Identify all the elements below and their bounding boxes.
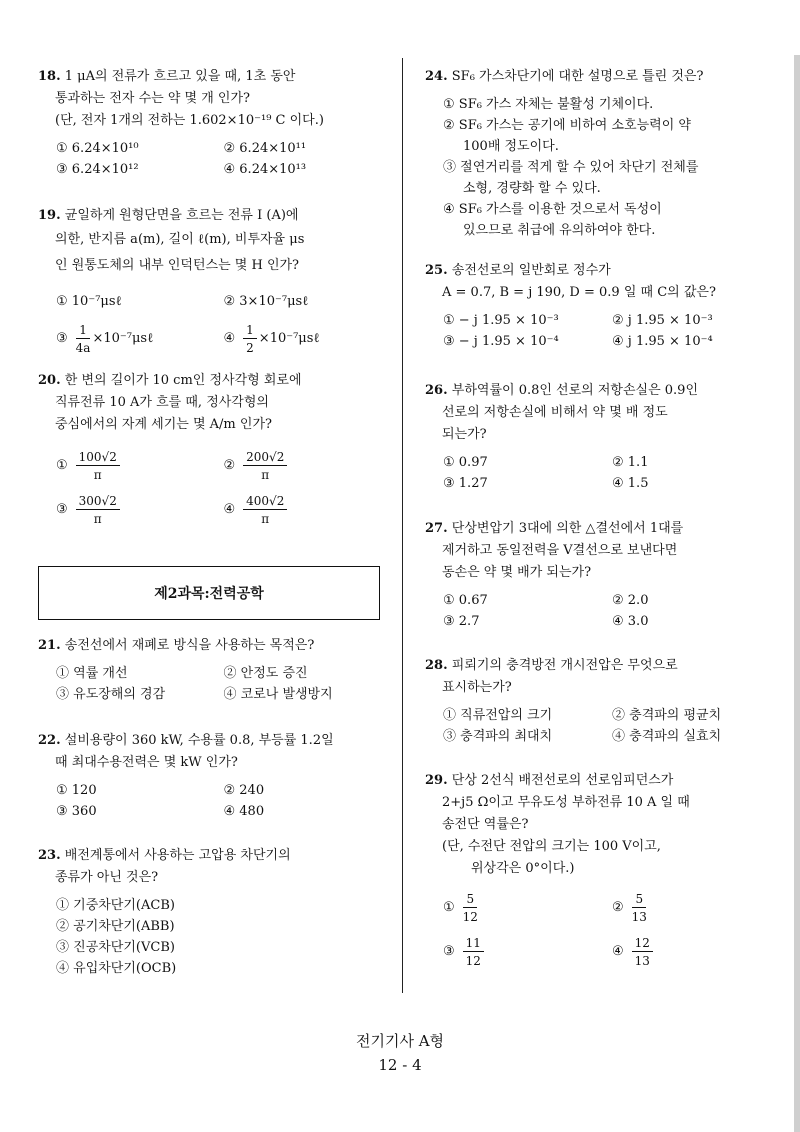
question-number: 26. bbox=[425, 383, 448, 398]
question-note: (단, 수전단 전압의 크기는 100 V이고, bbox=[442, 839, 661, 854]
question-18 bbox=[38, 66, 383, 180]
footer-title: 전기기사 A형 bbox=[355, 1032, 445, 1050]
option-1[interactable]: ① $\frac{100√2}{\pi}$ bbox=[56, 444, 216, 488]
question-text: 2+j5 Ω이고 무유도성 부하전류 10 A 일 때 bbox=[442, 795, 690, 810]
question-26 bbox=[425, 380, 773, 494]
answer-options bbox=[425, 310, 773, 352]
question-text: 표시하는가? bbox=[442, 680, 512, 695]
option-3[interactable]: ③ 360 bbox=[56, 804, 97, 819]
option-1[interactable]: ① 10⁻⁷μsℓ bbox=[56, 294, 122, 309]
question-text: 단상 2선식 배전선로의 선로임피던스가 bbox=[451, 773, 674, 788]
column-divider bbox=[402, 58, 403, 993]
answer-options bbox=[425, 705, 773, 747]
question-text: 송전선에서 재폐로 방식을 사용하는 목적은? bbox=[64, 638, 315, 653]
fraction: $\frac{12}{13}$ bbox=[632, 937, 653, 967]
question-text: 부하역률이 0.8인 선로의 저항손실은 0.9인 bbox=[451, 383, 699, 398]
question-text: 배전계통에서 사용하는 고압용 차단기의 bbox=[64, 848, 291, 863]
option-3[interactable]: ③ − j 1.95 × 10⁻⁴ bbox=[443, 334, 559, 349]
fraction: $\frac{100√2}{\pi}$ bbox=[76, 451, 120, 481]
question-text: 송전단 역률은? bbox=[442, 817, 529, 832]
question-23 bbox=[38, 845, 383, 979]
option-2-cont: 100배 정도이다. bbox=[463, 139, 559, 154]
option-2[interactable]: ② 충격파의 평균치 bbox=[612, 708, 722, 723]
option-4[interactable]: ④ SF₆ 가스를 이용한 것으로서 독성이 bbox=[443, 202, 662, 217]
option-1[interactable]: ① $\frac{5}{12}$ bbox=[443, 892, 478, 924]
question-text: 되는가? bbox=[442, 427, 487, 442]
question-number: 28. bbox=[425, 658, 448, 673]
question-text: 종류가 아닌 것은? bbox=[55, 870, 159, 885]
option-3[interactable]: ③ $\frac{1}{4a}$ ×10⁻⁷μsℓ bbox=[56, 323, 154, 355]
question-number: 18. bbox=[38, 69, 61, 84]
answer-options bbox=[38, 287, 383, 361]
option-3[interactable]: ③ 절연거리를 적게 할 수 있어 차단기 전체를 bbox=[443, 160, 699, 175]
question-number: 24. bbox=[425, 69, 448, 84]
question-28 bbox=[425, 655, 773, 747]
option-2[interactable]: ② 1.1 bbox=[612, 455, 649, 470]
option-3[interactable]: ③ $\frac{300√2}{\pi}$ bbox=[56, 488, 216, 532]
question-text: 인 원통도체의 내부 인덕턴스는 몇 H 인가? bbox=[55, 258, 300, 273]
option-1[interactable]: ① 기중차단기(ACB) bbox=[56, 898, 175, 913]
option-3[interactable]: ③ 진공차단기(VCB) bbox=[56, 940, 175, 955]
question-number: 25. bbox=[425, 263, 448, 278]
option-3[interactable]: ③ $\frac{11}{12}$ bbox=[443, 930, 604, 974]
option-2[interactable]: ② 240 bbox=[223, 783, 265, 798]
option-1[interactable]: ① 직류전압의 크기 bbox=[443, 708, 553, 723]
answer-options bbox=[425, 94, 773, 241]
question-text: 피뢰기의 충격방전 개시전압은 무엇으로 bbox=[451, 658, 678, 673]
question-20 bbox=[38, 370, 383, 532]
question-text: 때 최대수용전력은 몇 kW 인가? bbox=[55, 755, 238, 770]
option-4[interactable]: ④ 1.5 bbox=[612, 476, 649, 491]
question-text: 단상변압기 3대에 의한 △결선에서 1대를 bbox=[451, 521, 684, 536]
option-3[interactable]: ③ 1.27 bbox=[443, 476, 488, 491]
option-1[interactable]: ① 0.67 bbox=[443, 593, 488, 608]
question-text: 1 μA의 전류가 흐르고 있을 때, 1초 동안 bbox=[64, 69, 296, 84]
fraction: $\frac{11}{12}$ bbox=[463, 937, 484, 967]
question-number: 20. bbox=[38, 373, 61, 388]
option-4[interactable]: ④ 6.24×10¹³ bbox=[223, 162, 307, 177]
question-number: 22. bbox=[38, 733, 61, 748]
option-1[interactable]: ① 역률 개선 bbox=[56, 666, 128, 681]
option-2[interactable]: ② 안정도 증진 bbox=[223, 666, 308, 681]
option-1[interactable]: ① SF₆ 가스 자체는 불활성 기체이다. bbox=[443, 97, 654, 112]
option-4-cont: 있으므로 취급에 유의하여야 한다. bbox=[463, 223, 656, 238]
option-4[interactable]: ④ j 1.95 × 10⁻⁴ bbox=[612, 334, 713, 349]
answer-options bbox=[425, 590, 773, 632]
question-note: 위상각은 0°이다.) bbox=[471, 861, 575, 876]
answer-options bbox=[38, 780, 383, 822]
question-number: 21. bbox=[38, 638, 61, 653]
option-4[interactable]: ④ $\frac{1}{2}$ ×10⁻⁷μsℓ bbox=[223, 323, 320, 355]
option-1[interactable]: ① 0.97 bbox=[443, 455, 488, 470]
option-3[interactable]: ③ 6.24×10¹² bbox=[56, 162, 139, 177]
option-4[interactable]: ④ 충격파의 실효치 bbox=[612, 729, 722, 744]
question-text: 제거하고 동일전력을 V결선으로 보낸다면 bbox=[442, 543, 678, 558]
question-number: 23. bbox=[38, 848, 61, 863]
question-text: 송전선로의 일반회로 정수가 bbox=[451, 263, 611, 278]
option-2[interactable]: ② 6.24×10¹¹ bbox=[223, 141, 307, 156]
question-text: 설비용량이 360 kW, 수용률 0.8, 부등률 1.2일 bbox=[64, 733, 334, 748]
fraction: $\frac{5}{12}$ bbox=[462, 892, 478, 924]
answer-options bbox=[425, 886, 773, 974]
answer-options bbox=[38, 663, 383, 705]
fraction: $\frac{1}{4a}$ bbox=[75, 323, 91, 355]
question-text: 의한, 반지름 a(m), 길이 ℓ(m), 비투자율 μs bbox=[55, 232, 305, 247]
question-text: 한 변의 길이가 10 cm인 정사각형 회로에 bbox=[64, 373, 302, 388]
question-19 bbox=[38, 205, 383, 361]
option-3[interactable]: ③ 유도장해의 경감 bbox=[56, 687, 166, 702]
option-3-cont: 소형, 경량화 할 수 있다. bbox=[463, 181, 601, 196]
question-number: 29. bbox=[425, 773, 448, 788]
option-4[interactable]: ④ $\frac{400√2}{\pi}$ bbox=[224, 488, 384, 532]
question-24 bbox=[425, 66, 773, 241]
fraction: $\frac{400√2}{\pi}$ bbox=[243, 495, 287, 525]
answer-options bbox=[38, 895, 383, 979]
question-text: 균일하게 원형단면을 흐르는 전류 I (A)에 bbox=[64, 208, 299, 223]
option-4[interactable]: ④ 480 bbox=[223, 804, 265, 819]
answer-options bbox=[425, 452, 773, 494]
option-4[interactable]: ④ $\frac{12}{13}$ bbox=[612, 930, 773, 974]
question-number: 27. bbox=[425, 521, 448, 536]
question-29 bbox=[425, 770, 773, 974]
option-2[interactable]: ② SF₆ 가스는 공기에 비하여 소호능력이 약 bbox=[443, 118, 691, 133]
question-27 bbox=[425, 518, 773, 632]
page-edge-bar bbox=[794, 55, 800, 1132]
option-1[interactable]: ① 6.24×10¹⁰ bbox=[56, 141, 139, 156]
option-4[interactable]: ④ 코로나 발생방지 bbox=[223, 687, 333, 702]
question-22 bbox=[38, 730, 383, 822]
option-2[interactable]: ② $\frac{200√2}{\pi}$ bbox=[224, 444, 384, 488]
option-1[interactable]: ① − j 1.95 × 10⁻³ bbox=[443, 313, 559, 328]
option-3[interactable]: ③ 충격파의 최대치 bbox=[443, 729, 553, 744]
question-number: 19. bbox=[38, 208, 61, 223]
question-text: 중심에서의 자계 세기는 몇 A/m 인가? bbox=[55, 417, 272, 432]
question-text: 동손은 약 몇 배가 되는가? bbox=[442, 565, 592, 580]
fraction: $\frac{200√2}{\pi}$ bbox=[243, 451, 287, 481]
question-text: 선로의 저항손실에 비해서 약 몇 배 정도 bbox=[442, 405, 668, 420]
option-2[interactable]: ② 3×10⁻⁷μsℓ bbox=[223, 294, 309, 309]
option-3[interactable]: ③ 2.7 bbox=[443, 614, 480, 629]
fraction: $\frac{1}{2}$ bbox=[243, 324, 257, 354]
question-note: (단, 전자 1개의 전하는 1.602×10⁻¹⁹ C 이다.) bbox=[55, 113, 324, 128]
option-1[interactable]: ① 120 bbox=[56, 783, 97, 798]
page-number: 12 - 4 bbox=[378, 1056, 422, 1074]
question-text: SF₆ 가스차단기에 대한 설명으로 틀린 것은? bbox=[451, 69, 704, 84]
option-4[interactable]: ④ 유입차단기(OCB) bbox=[56, 961, 177, 976]
fraction: $\frac{5}{13}$ bbox=[631, 892, 647, 924]
option-2[interactable]: ② 2.0 bbox=[612, 593, 649, 608]
fraction: $\frac{300√2}{\pi}$ bbox=[76, 495, 120, 525]
option-2[interactable]: ② $\frac{5}{13}$ bbox=[612, 892, 647, 924]
question-25 bbox=[425, 260, 773, 352]
question-text: 직류전류 10 A가 흐를 때, 정사각형의 bbox=[55, 395, 269, 410]
question-21 bbox=[38, 635, 383, 705]
answer-options bbox=[38, 138, 383, 180]
option-4[interactable]: ④ 3.0 bbox=[612, 614, 649, 629]
question-text: 통과하는 전자 수는 약 몇 개 인가? bbox=[55, 91, 251, 106]
answer-options bbox=[38, 444, 383, 532]
question-text: A = 0.7, B = j 190, D = 0.9 일 때 C의 값은? bbox=[442, 285, 716, 300]
option-2[interactable]: ② 공기차단기(ABB) bbox=[56, 919, 175, 934]
option-2[interactable]: ② j 1.95 × 10⁻³ bbox=[612, 313, 713, 328]
section-header: 제2과목:전력공학 bbox=[38, 566, 380, 620]
